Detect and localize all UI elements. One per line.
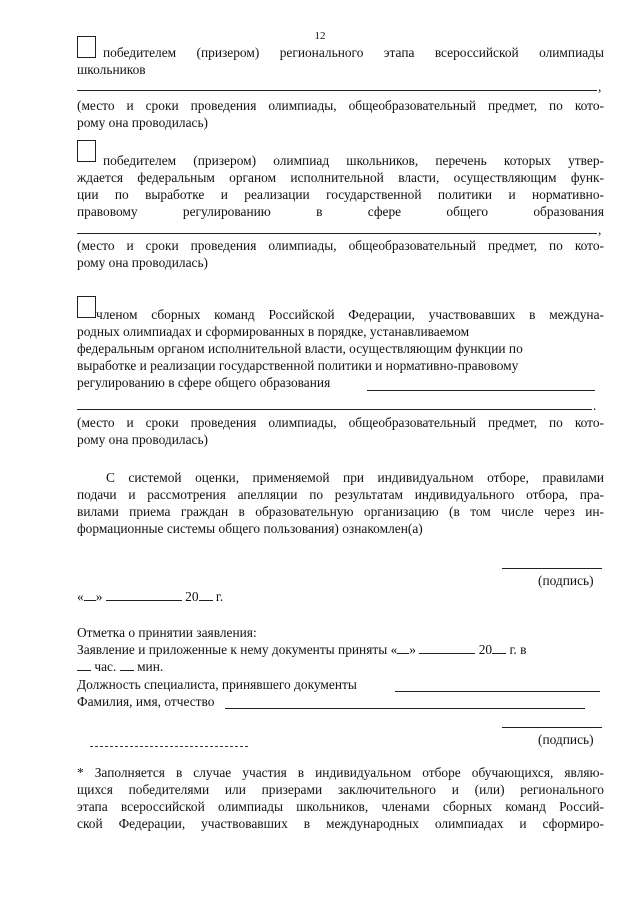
- signature-label-2: (подпись): [538, 732, 594, 747]
- acceptance-day-blank[interactable]: [397, 641, 409, 654]
- section3-fill-line-a[interactable]: [367, 390, 595, 391]
- date-year-suffix: г.: [215, 589, 224, 604]
- acceptance-month-blank[interactable]: [419, 641, 475, 654]
- acceptance-minutes-blank[interactable]: [120, 658, 134, 671]
- section2-end-punct: ,: [598, 222, 602, 237]
- acceptance-minutes: мин.: [137, 659, 164, 674]
- section1-line1: победителем (призером) регионального этапа всероссийской олимпиады: [103, 45, 604, 60]
- ack-line3: вилами приема граждан в образовательную организацию (в том числе через ин-: [77, 504, 604, 519]
- signature-label: (подпись): [538, 573, 594, 588]
- section1-caption-line2: рому она проводилась): [77, 115, 209, 130]
- section3-end-punct: .: [593, 398, 597, 413]
- section3-line4: выработке и реализации государственной политики и нормативно-правовому: [77, 358, 519, 373]
- ack-line4: формационные системы общего пользования) ознакомлен(а): [77, 521, 423, 536]
- position-label: Должность специалиста, принявшего документы: [77, 677, 357, 692]
- section3-line1: членом сборных команд Российской Федерации, участвовавших в междуна-: [96, 307, 604, 322]
- date-year-prefix: 20: [185, 589, 199, 604]
- section3-line3: федеральным органом исполнительной власти, осуществляющим функции по: [77, 341, 523, 356]
- section2-caption-line1: (место и сроки проведения олимпиады, общеобразовательный предмет, по кото-: [77, 238, 604, 253]
- footnote-separator: [90, 746, 248, 747]
- acceptance-year-blank[interactable]: [492, 641, 506, 654]
- acceptance-hours: час.: [94, 659, 117, 674]
- date-year-blank[interactable]: [199, 588, 213, 601]
- position-fill-line[interactable]: [395, 691, 600, 692]
- section2-caption-line2: рому она проводилась): [77, 255, 209, 270]
- acceptance-heading: Отметка о принятии заявления:: [77, 625, 257, 640]
- acceptance-line1-prefix: Заявление и приложенные к нему документы приняты «: [77, 642, 398, 657]
- section1-end-punct: ,: [598, 79, 602, 94]
- footnote-line4: ской Федерации, участвовавших в международных олимпиадах и сформиро-: [77, 816, 604, 831]
- section2-fill-line[interactable]: [77, 233, 597, 234]
- section2-line2: ждается федеральным органом исполнительной власти, осуществляющим функ-: [77, 170, 604, 185]
- acceptance-line2: [77, 658, 163, 675]
- date-line: [77, 588, 223, 605]
- name-fill-line[interactable]: [225, 708, 585, 709]
- section1-fill-line[interactable]: [77, 90, 597, 91]
- acceptance-hours-blank[interactable]: [77, 658, 91, 671]
- section3-caption-line2: рому она проводилась): [77, 432, 209, 447]
- date-month-blank[interactable]: [106, 588, 182, 601]
- checkbox-national-teams[interactable]: [77, 296, 96, 318]
- signature-line-2[interactable]: [502, 727, 602, 728]
- checkbox-regional-olympiad[interactable]: [77, 36, 96, 58]
- section3-fill-line-b[interactable]: [77, 409, 592, 410]
- footnote-line3: этапа всероссийской олимпиады школьников, членами сборных команд Россий-: [77, 799, 604, 814]
- section2-line3: ции по выработке и реализации государственной политики и нормативно-: [77, 187, 604, 202]
- name-label: Фамилия, имя, отчество: [77, 694, 215, 709]
- section3-caption-line1: (место и сроки проведения олимпиады, общеобразовательный предмет, по кото-: [77, 415, 604, 430]
- acceptance-line1-mid: »: [409, 642, 416, 657]
- section3-line2: родных олимпиадах и сформированных в порядке, устанавливаемом: [77, 324, 470, 339]
- footnote-line2: щихся победителями или призерами заключительного и (или) регионального: [77, 782, 604, 797]
- ack-line1: С системой оценки, применяемой при индивидуальном отборе, правилами: [106, 470, 604, 485]
- section2-line1: победителем (призером) олимпиад школьников, перечень которых утвер-: [103, 153, 604, 168]
- date-quote-open: «: [77, 589, 84, 604]
- acceptance-line1-suffix: г. в: [509, 642, 527, 657]
- section3-line5: регулированию в сфере общего образования: [77, 375, 331, 390]
- section1-line2: школьников: [77, 62, 146, 77]
- date-quote-close: »: [95, 589, 103, 604]
- acceptance-line1: [77, 641, 526, 658]
- signature-line[interactable]: [502, 568, 602, 569]
- footnote-line1: * Заполняется в случае участия в индивидуальном отборе обучающихся, являю-: [77, 765, 604, 780]
- date-day-blank[interactable]: [84, 588, 96, 601]
- page-number: 12: [314, 30, 326, 42]
- ack-line2: подачи и рассмотрения апелляции по результатам индивидуального отбора, пра-: [77, 487, 604, 502]
- section1-caption-line1: (место и сроки проведения олимпиады, общеобразовательный предмет, по кото-: [77, 98, 604, 113]
- acceptance-year: 20: [478, 642, 493, 657]
- checkbox-school-olympiads[interactable]: [77, 140, 96, 162]
- section2-line4: правовому регулированию в сфере общего образования: [77, 204, 604, 219]
